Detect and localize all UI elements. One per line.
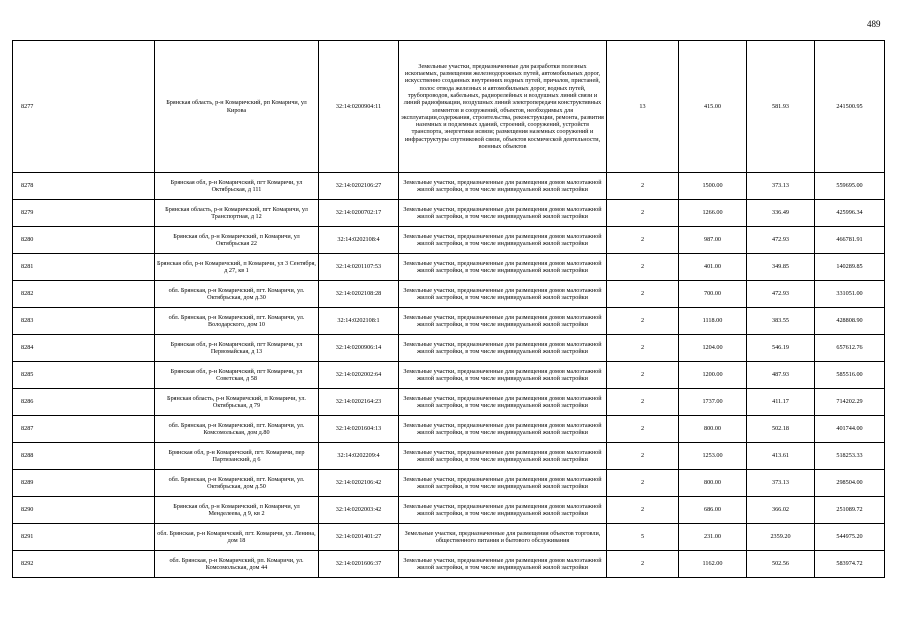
specific-value-cell: 336.49 <box>747 200 815 227</box>
table-row <box>13 497 885 524</box>
cadastral-value-cell: 585516.00 <box>815 362 885 389</box>
table-row <box>13 335 885 362</box>
address-cell: обл. Брянская, р-н Комаричский, пгт. Комаричи, ул. Володарского, дом 10 <box>155 308 319 335</box>
area-cell: 401.00 <box>679 254 747 281</box>
group-cell: 2 <box>607 497 679 524</box>
row-id: 8286 <box>13 389 155 416</box>
table-row <box>13 173 885 200</box>
row-id: 8288 <box>13 443 155 470</box>
land-purpose-cell: Земельные участки, предназначенные для разработки полезных ископаемых, размещения железнодорожных путей, автомобильных дорог, искусственно созданных внутренних водных путей, причалов, пристаней, полос отвода железных и автомобильных дорог, водных путей, трубопроводов, кабельных, радиорелейных и воздушных линий связи и линий радиофикации, воздушных линий электропередачи конструктивных элементов и сооружений, объектов, необходимых для эксплуатации,содержания, строительства, реконструкции, ремонта, развития наземных и подземных зданий, строений, сооружений, устройств транспорта, энергетики исвязи; размещения наземных сооружений и инфраструктуры спутниковой связи, объектов космической деятельности, военных объектов <box>399 41 607 173</box>
land-purpose-cell: Земельные участки, предназначенные для размещения домов малоэтажной жилой застройки, в том числе индивидуальной жилой застройки <box>399 281 607 308</box>
area-cell: 1266.00 <box>679 200 747 227</box>
group-cell: 2 <box>607 308 679 335</box>
land-purpose-cell: Земельные участки, предназначенные для размещения домов малоэтажной жилой застройки, в том числе индивидуальной жилой застройки <box>399 173 607 200</box>
table-row <box>13 41 885 173</box>
table-row <box>13 470 885 497</box>
cadastral-number-cell: 32:14:0200904:11 <box>319 41 399 173</box>
group-cell: 2 <box>607 551 679 578</box>
row-id: 8278 <box>13 173 155 200</box>
address-cell: обл. Брянская, р-н Комаричский, пгт. Комаричи, ул. Ленина, дом 18 <box>155 524 319 551</box>
cadastral-value-cell: 331051.00 <box>815 281 885 308</box>
cadastral-value-cell: 583974.72 <box>815 551 885 578</box>
cadastral-value-cell: 466781.91 <box>815 227 885 254</box>
cadastral-number-cell: 32:14:0200702:17 <box>319 200 399 227</box>
land-purpose-cell: Земельные участки, предназначенные для размещения домов малоэтажной жилой застройки, в том числе индивидуальной жилой застройки <box>399 443 607 470</box>
row-id: 8283 <box>13 308 155 335</box>
table-row <box>13 362 885 389</box>
page-number: 489 <box>867 19 881 29</box>
row-id: 8285 <box>13 362 155 389</box>
specific-value-cell: 373.13 <box>747 470 815 497</box>
specific-value-cell: 502.18 <box>747 416 815 443</box>
row-id: 8279 <box>13 200 155 227</box>
cadastral-number-cell: 32:14:0201604:13 <box>319 416 399 443</box>
address-cell: Брянская область, р-н Комаричский, пгт Комаричи, ул Транспортная, д 12 <box>155 200 319 227</box>
group-cell: 2 <box>607 173 679 200</box>
specific-value-cell: 411.17 <box>747 389 815 416</box>
address-cell: Брянская обл, р-н Комаричский, пгт Комаричи, ул Советская, д 58 <box>155 362 319 389</box>
land-purpose-cell: Земельные участки, предназначенные для размещения домов малоэтажной жилой застройки, в том числе индивидуальной жилой застройки <box>399 308 607 335</box>
cadastral-number-cell: 32:14:0201606:37 <box>319 551 399 578</box>
row-id: 8284 <box>13 335 155 362</box>
cadastral-number-cell: 32:14:0202002:64 <box>319 362 399 389</box>
area-cell: 415.00 <box>679 41 747 173</box>
land-purpose-cell: Земельные участки, предназначенные для размещения домов малоэтажной жилой застройки, в том числе индивидуальной жилой застройки <box>399 551 607 578</box>
group-cell: 2 <box>607 443 679 470</box>
area-cell: 1737.00 <box>679 389 747 416</box>
area-cell: 1204.00 <box>679 335 747 362</box>
specific-value-cell: 413.61 <box>747 443 815 470</box>
cadastral-number-cell: 32:14:0201401:27 <box>319 524 399 551</box>
row-id: 8292 <box>13 551 155 578</box>
specific-value-cell: 502.56 <box>747 551 815 578</box>
area-cell: 1253.00 <box>679 443 747 470</box>
cadastral-value-cell: 425996.34 <box>815 200 885 227</box>
land-purpose-cell: Земельные участки, предназначенные для размещения домов малоэтажной жилой застройки, в том числе индивидуальной жилой застройки <box>399 497 607 524</box>
row-id: 8289 <box>13 470 155 497</box>
cadastral-number-cell: 32:14:0202108:28 <box>319 281 399 308</box>
table-row <box>13 416 885 443</box>
table-row <box>13 524 885 551</box>
address-cell: обл. Брянская, р-н Комаричский, рп. Комаричи, ул. Комсомольская, дом 44 <box>155 551 319 578</box>
cadastral-value-cell: 241500.95 <box>815 41 885 173</box>
cadastral-value-cell: 544975.20 <box>815 524 885 551</box>
cadastral-number-cell: 32:14:0202108:1 <box>319 308 399 335</box>
group-cell: 2 <box>607 335 679 362</box>
table-row <box>13 281 885 308</box>
address-cell: Брянская обл, р-н Комаричский, п Комаричи, ул Менделеева, д 9, кв 2 <box>155 497 319 524</box>
address-cell: Брянская область, р-н Комаричский, рп Комаричи, ул Кирова <box>155 41 319 173</box>
cadastral-number-cell: 32:14:0202108:4 <box>319 227 399 254</box>
row-id: 8280 <box>13 227 155 254</box>
row-id: 8282 <box>13 281 155 308</box>
cadastral-value-cell: 140289.85 <box>815 254 885 281</box>
table-row <box>13 443 885 470</box>
cadastral-number-cell: 32:14:0202003:42 <box>319 497 399 524</box>
cadastral-value-cell: 401744.00 <box>815 416 885 443</box>
area-cell: 686.00 <box>679 497 747 524</box>
specific-value-cell: 2359.20 <box>747 524 815 551</box>
land-purpose-cell: Земельные участки, предназначенные для размещения домов малоэтажной жилой застройки, в том числе индивидуальной жилой застройки <box>399 362 607 389</box>
land-registry-table <box>12 40 885 578</box>
area-cell: 800.00 <box>679 470 747 497</box>
table-row <box>13 389 885 416</box>
cadastral-number-cell: 32:14:0202106:42 <box>319 470 399 497</box>
address-cell: Брянская обл, р-н Комаричский, пгт Комаричи, ул Октябрьская, д 111 <box>155 173 319 200</box>
land-purpose-cell: Земельные участки, предназначенные для размещения домов малоэтажной жилой застройки, в том числе индивидуальной жилой застройки <box>399 227 607 254</box>
table-row <box>13 254 885 281</box>
row-id: 8277 <box>13 41 155 173</box>
specific-value-cell: 349.85 <box>747 254 815 281</box>
table-body <box>13 41 885 578</box>
table-row <box>13 308 885 335</box>
group-cell: 2 <box>607 470 679 497</box>
group-cell: 2 <box>607 254 679 281</box>
cadastral-number-cell: 32:14:0202106:27 <box>319 173 399 200</box>
group-cell: 2 <box>607 227 679 254</box>
specific-value-cell: 383.55 <box>747 308 815 335</box>
specific-value-cell: 581.93 <box>747 41 815 173</box>
group-cell: 2 <box>607 200 679 227</box>
area-cell: 1162.00 <box>679 551 747 578</box>
address-cell: Брянская обл, р-н Комаричский, п Комаричи, ул Октябрьская 22 <box>155 227 319 254</box>
address-cell: обл. Брянская, р-н Комаричский, пгт. Комаричи, ул. Октябрьская, дом д.50 <box>155 470 319 497</box>
land-purpose-cell: Земельные участки, предназначенные для размещения объектов торговли, общественного питания и бытового обслуживания <box>399 524 607 551</box>
group-cell: 2 <box>607 416 679 443</box>
area-cell: 1500.00 <box>679 173 747 200</box>
row-id: 8290 <box>13 497 155 524</box>
cadastral-number-cell: 32:14:0200906:14 <box>319 335 399 362</box>
address-cell: Брянская обл, р-н Комаричский, пгт. Комаричи, пер Партизанский, д 6 <box>155 443 319 470</box>
cadastral-value-cell: 559695.00 <box>815 173 885 200</box>
table-row <box>13 200 885 227</box>
area-cell: 800.00 <box>679 416 747 443</box>
cadastral-value-cell: 657612.76 <box>815 335 885 362</box>
land-purpose-cell: Земельные участки, предназначенные для размещения домов малоэтажной жилой застройки, в том числе индивидуальной жилой застройки <box>399 200 607 227</box>
cadastral-value-cell: 428808.90 <box>815 308 885 335</box>
address-cell: Брянская обл, р-н Комаричский, п Комаричи, ул 3 Сентября, д 27, кв 1 <box>155 254 319 281</box>
land-purpose-cell: Земельные участки, предназначенные для размещения домов малоэтажной жилой застройки, в том числе индивидуальной жилой застройки <box>399 389 607 416</box>
specific-value-cell: 487.93 <box>747 362 815 389</box>
area-cell: 987.00 <box>679 227 747 254</box>
address-cell: обл. Брянская, р-н Комаричский, пгт. Комаричи, ул. Комсомольская, дом д.80 <box>155 416 319 443</box>
group-cell: 2 <box>607 362 679 389</box>
cadastral-number-cell: 32:14:0202164:23 <box>319 389 399 416</box>
group-cell: 13 <box>607 41 679 173</box>
cadastral-number-cell: 32:14:0202209:4 <box>319 443 399 470</box>
area-cell: 231.00 <box>679 524 747 551</box>
land-purpose-cell: Земельные участки, предназначенные для размещения домов малоэтажной жилой застройки, в том числе индивидуальной жилой застройки <box>399 470 607 497</box>
land-purpose-cell: Земельные участки, предназначенные для размещения домов малоэтажной жилой застройки, в том числе индивидуальной жилой застройки <box>399 254 607 281</box>
table-row <box>13 227 885 254</box>
cadastral-value-cell: 714202.29 <box>815 389 885 416</box>
cadastral-value-cell: 518253.33 <box>815 443 885 470</box>
area-cell: 1118.00 <box>679 308 747 335</box>
specific-value-cell: 366.02 <box>747 497 815 524</box>
cadastral-number-cell: 32:14:0201107:53 <box>319 254 399 281</box>
address-cell: Брянская область, р-н Комаричский, п Комаричи, ул. Октябрьская, д 79 <box>155 389 319 416</box>
address-cell: обл. Брянская, р-н Комаричский, пгт. Комаричи, ул. Октябрьская, дом д.30 <box>155 281 319 308</box>
group-cell: 2 <box>607 281 679 308</box>
group-cell: 5 <box>607 524 679 551</box>
specific-value-cell: 373.13 <box>747 173 815 200</box>
specific-value-cell: 546.19 <box>747 335 815 362</box>
row-id: 8281 <box>13 254 155 281</box>
cadastral-value-cell: 298504.00 <box>815 470 885 497</box>
area-cell: 700.00 <box>679 281 747 308</box>
address-cell: Брянская обл, р-н Комаричский, пгт Комаричи, ул Первомайская, д 13 <box>155 335 319 362</box>
land-purpose-cell: Земельные участки, предназначенные для размещения домов малоэтажной жилой застройки, в том числе индивидуальной жилой застройки <box>399 335 607 362</box>
specific-value-cell: 472.93 <box>747 281 815 308</box>
area-cell: 1200.00 <box>679 362 747 389</box>
table-row <box>13 551 885 578</box>
row-id: 8287 <box>13 416 155 443</box>
land-purpose-cell: Земельные участки, предназначенные для размещения домов малоэтажной жилой застройки, в том числе индивидуальной жилой застройки <box>399 416 607 443</box>
group-cell: 2 <box>607 389 679 416</box>
row-id: 8291 <box>13 524 155 551</box>
specific-value-cell: 472.93 <box>747 227 815 254</box>
cadastral-value-cell: 251089.72 <box>815 497 885 524</box>
